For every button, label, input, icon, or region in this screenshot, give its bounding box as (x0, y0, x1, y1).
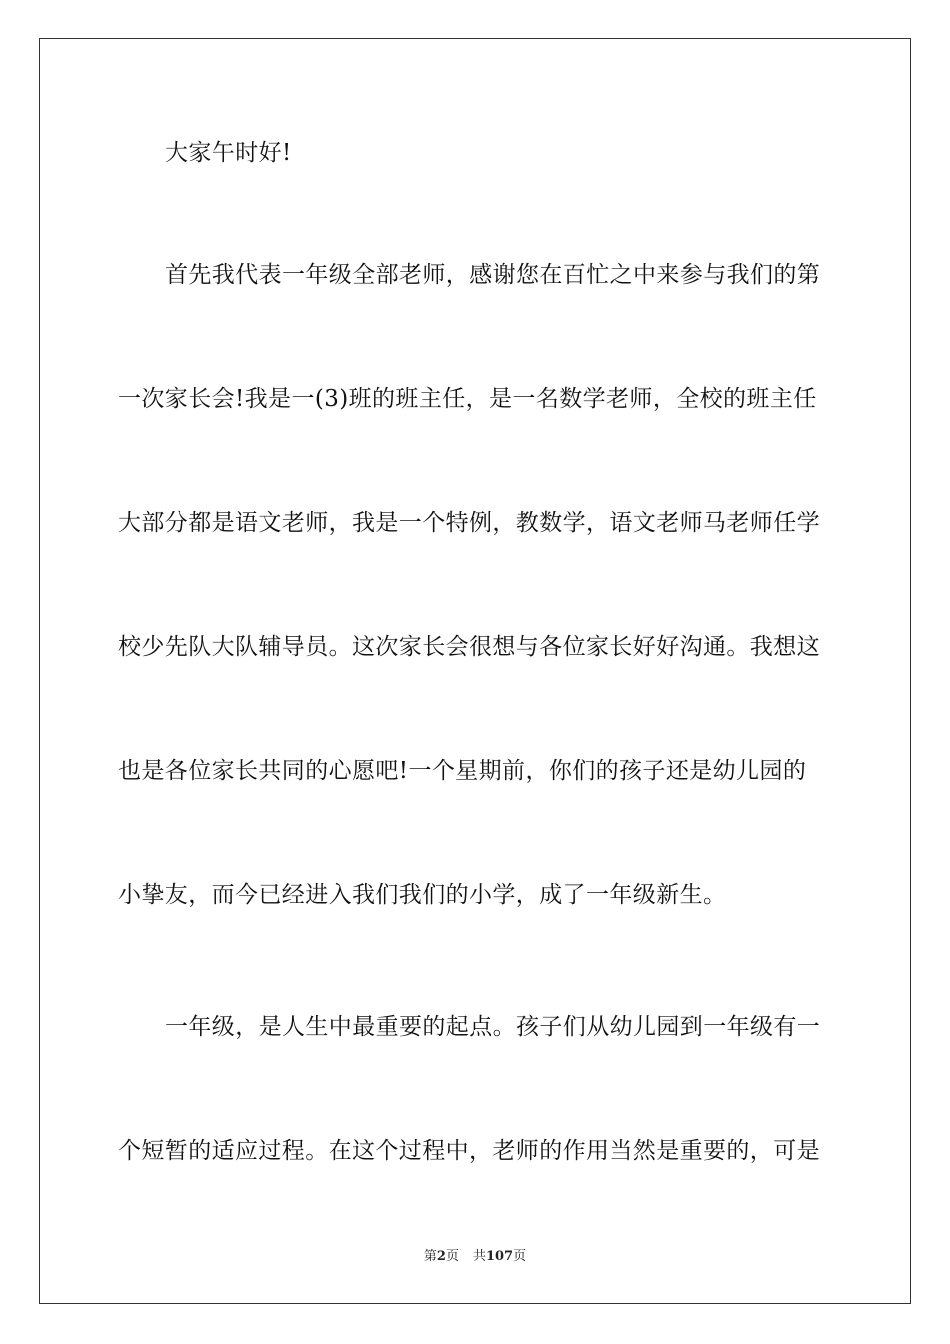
paragraph-line: 大部分都是语文老师，我是一个特例，教数学，语文老师马老师任学 (118, 510, 820, 536)
paragraph-line: 个短暂的适应过程。在这个过程中，老师的作用当然是重要的，可是 (118, 1138, 820, 1164)
page-number: 2 (436, 1249, 446, 1264)
paragraph-line: 首先我代表一年级全部老师，感谢您在百忙之中来参与我们的第 (165, 262, 821, 288)
page-prefix: 第 (423, 1249, 437, 1264)
paragraph-line: 一年级，是人生中最重要的起点。孩子们从幼儿园到一年级有一 (165, 1014, 821, 1040)
paragraph-line: 校少先队大队辅导员。这次家长会很想与各位家长好好沟通。我想这 (118, 634, 820, 660)
paragraph-line: 小挚友，而今已经进入我们我们的小学，成了一年级新生。 (118, 882, 727, 908)
total-suffix: 页 (513, 1249, 527, 1264)
total-pages: 107 (485, 1249, 514, 1264)
paragraph-line: 一次家长会!我是一(3)班的班主任，是一名数学老师，全校的班主任 (118, 386, 817, 412)
page-footer (0, 1248, 950, 1266)
page-suffix: 页 (445, 1249, 459, 1264)
paragraph-line: 也是各位家长共同的心愿吧!一个星期前，你们的孩子还是幼儿园的 (118, 758, 807, 784)
page-border (39, 38, 911, 1304)
total-prefix: 共 (472, 1249, 486, 1264)
greeting-line: 大家午时好! (165, 140, 292, 166)
